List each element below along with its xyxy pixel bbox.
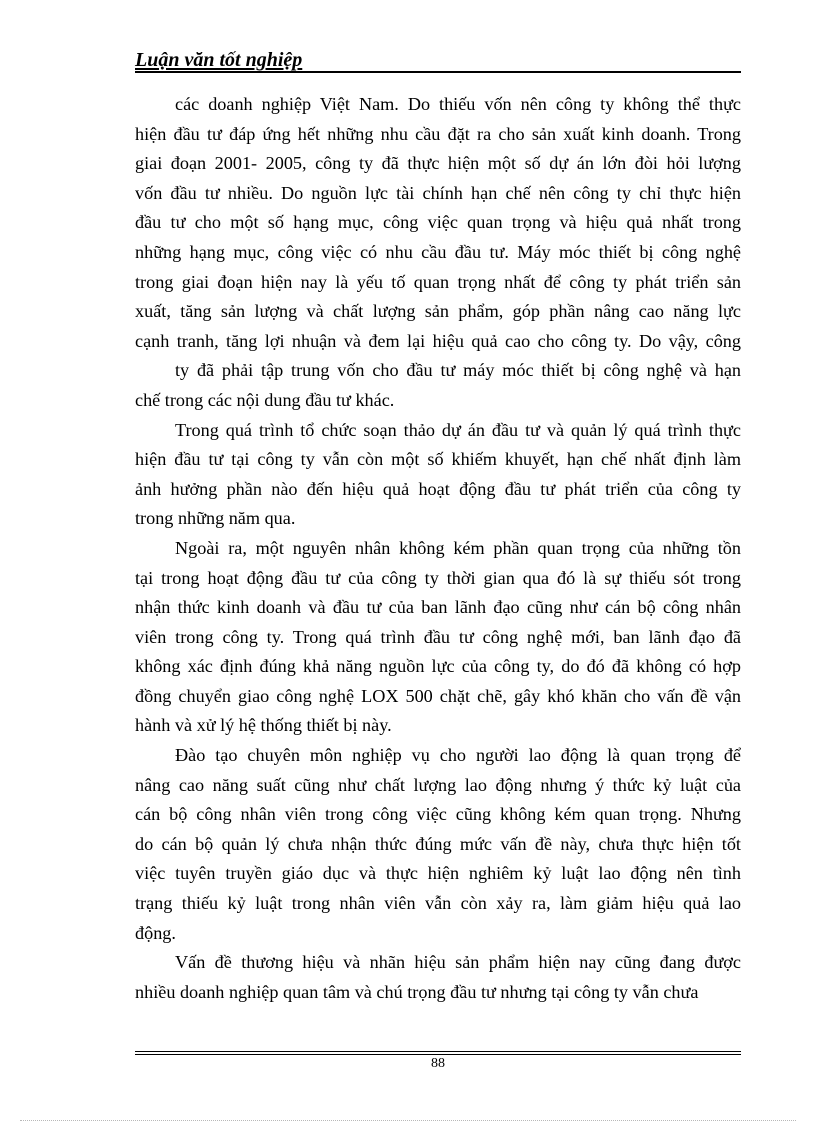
- text-line: chế trong các nội dung đầu tư khác.: [135, 389, 395, 410]
- text-line: không xác định đúng khả năng nguồn lực của công ty, do đó đã không có hợp: [135, 656, 741, 677]
- text-line: cán bộ công nhân viên trong công việc cũng không kém quan trọng. Nhưng: [135, 804, 741, 825]
- header-rule: [135, 71, 741, 73]
- text-line: đồng chuyển giao công nghệ LOX 500 chặt chẽ, gây khó khăn cho vấn đề vận: [135, 685, 741, 706]
- text-line: Trong quá trình tổ chức soạn thảo dự án đầu tư và quản lý quá trình thực: [175, 419, 741, 440]
- text-line: hiện đầu tư đáp ứng hết những nhu cầu đặt ra cho sản xuất kinh doanh. Trong: [135, 123, 741, 144]
- text-line: Vấn đề thương hiệu và nhãn hiệu sản phẩm hiện nay cũng đang được: [175, 952, 741, 973]
- footer-rule: [135, 1051, 741, 1052]
- text-line: nhiều doanh nghiệp quan tâm và chú trọng đầu tư nhưng tại công ty vẫn chưa: [135, 981, 699, 1002]
- text-line: ty đã phải tập trung vốn cho đầu tư máy móc thiết bị công nghệ và hạn: [175, 360, 741, 381]
- text-line: ảnh hưởng phần nào đến hiệu quả hoạt động đầu tư phát triển của công ty: [135, 478, 741, 499]
- text-line: nhận thức kinh doanh và đầu tư của ban lãnh đạo cũng như cán bộ công nhân: [135, 597, 741, 618]
- text-line: các doanh nghiệp Việt Nam. Do thiếu vốn nên công ty không thể thực: [175, 94, 741, 114]
- text-line: trong giai đoạn hiện nay là yếu tố quan trọng nhất để công ty phát triển sản: [135, 271, 741, 292]
- text-line: hành và xử lý hệ thống thiết bị này.: [135, 715, 392, 736]
- text-line: trong những năm qua.: [135, 508, 296, 529]
- text-line: Đào tạo chuyên môn nghiệp vụ cho người lao động là quan trọng để: [175, 745, 741, 766]
- text-line: Ngoài ra, một nguyên nhân không kém phần quan trọng của những tồn: [175, 537, 741, 558]
- text-line: xuất, tăng sản lượng và chất lượng sản phẩm, góp phần nâng cao năng lực: [135, 301, 741, 322]
- text-line: đầu tư cho một số hạng mục, công việc quan trọng và hiệu quả nhất trong: [135, 212, 741, 233]
- text-line: viên trong công ty. Trong quá trình đầu tư công nghệ mới, ban lãnh đạo đã: [135, 626, 741, 647]
- text-line: cạnh tranh, tăng lợi nhuận và đem lại hiệu quả cao cho công ty. Do vậy, công: [135, 330, 741, 351]
- text-line: những hạng mục, công việc có nhu cầu đầu tư. Máy móc thiết bị công nghệ: [135, 241, 741, 262]
- text-line: nâng cao năng suất cũng như chất lượng lao động nhưng ý thức kỷ luật của: [135, 774, 741, 795]
- page-number: 88: [431, 1056, 445, 1071]
- text-line: hiện đầu tư tại công ty vẫn còn một số khiếm khuyết, hạn chế nhất định làm: [135, 449, 741, 470]
- text-line: do cán bộ quản lý chưa nhận thức đúng mức vấn đề này, chưa thực hiện tốt: [135, 833, 741, 854]
- text-line: tại trong hoạt động đầu tư của công ty thời gian qua đó là sự thiếu sót trong: [135, 567, 741, 588]
- text-line: động.: [135, 922, 176, 943]
- text-line: trạng thiếu kỷ luật trong nhân viên vẫn còn xảy ra, làm giảm hiệu quả lao: [135, 893, 741, 914]
- header-title: Luận văn tốt nghiệp: [135, 49, 303, 71]
- page-boundary: [20, 1120, 796, 1121]
- text-line: giai đoạn 2001- 2005, công ty đã thực hiện một số dự án lớn đòi hỏi lượng: [135, 153, 741, 174]
- text-line: vốn đầu tư nhiều. Do nguồn lực tài chính hạn chế nên công ty chỉ thực hiện: [135, 182, 741, 203]
- body-text: [135, 90, 741, 1007]
- text-line: việc tuyên truyền giáo dục và thực hiện nghiêm kỷ luật lao động nên tình: [135, 863, 741, 884]
- running-header: [135, 48, 741, 74]
